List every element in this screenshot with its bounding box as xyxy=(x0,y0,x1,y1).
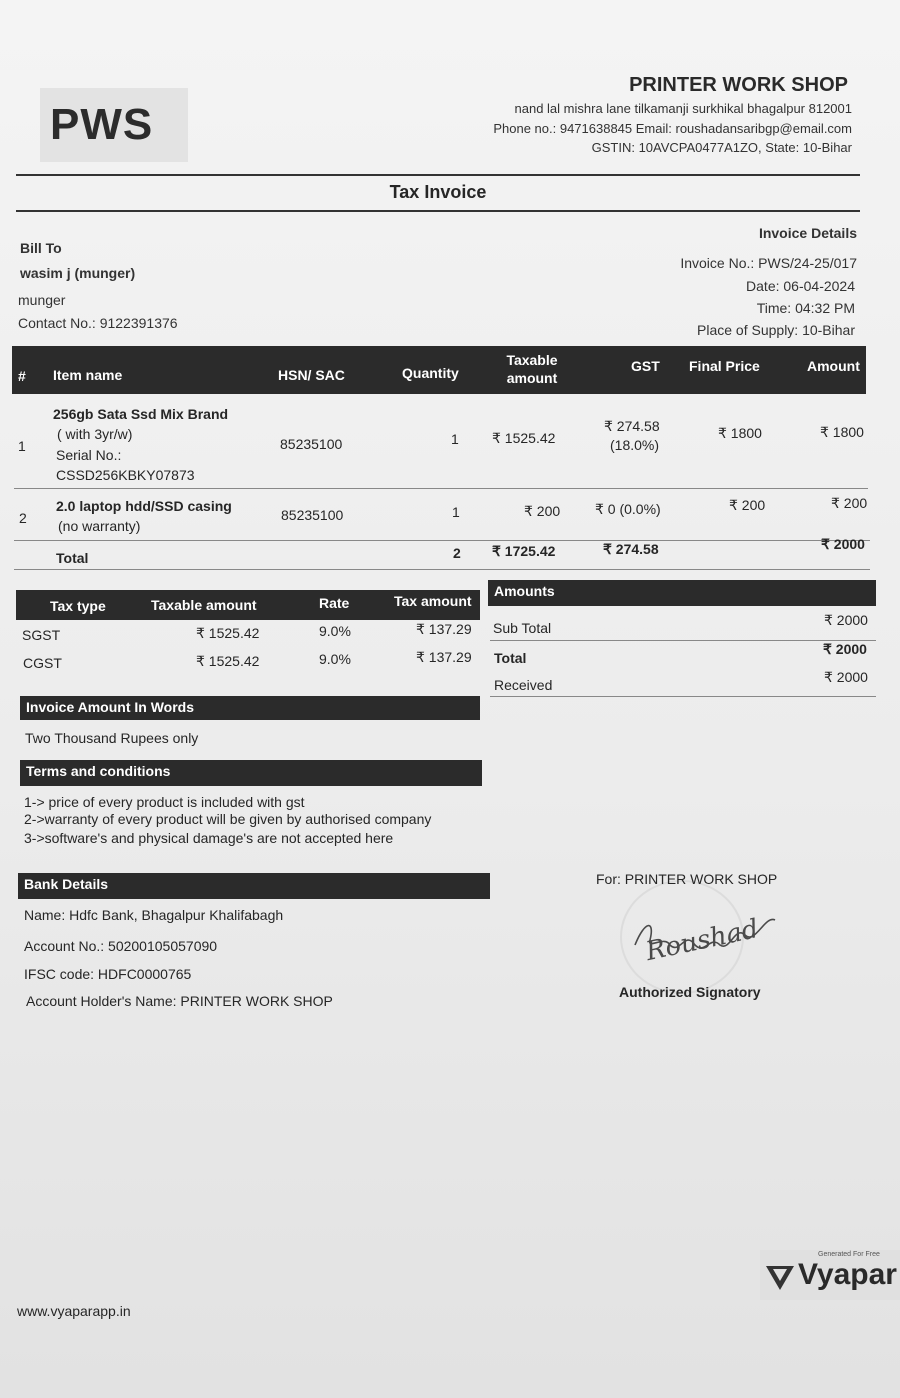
vyapar-brand: Vyapar xyxy=(798,1258,897,1291)
tax-amount: ₹ 137.29 xyxy=(416,621,472,637)
item-serial-label: Serial No.: xyxy=(56,447,122,463)
col-number: # xyxy=(18,368,26,384)
item-number: 2 xyxy=(19,510,27,526)
item-serial: CSSD256KBKY07873 xyxy=(56,467,195,483)
item-name: 256gb Sata Ssd Mix Brand xyxy=(53,406,229,422)
generated-text: Generated For Free xyxy=(818,1251,880,1258)
item-gst-rate: (18.0%) xyxy=(610,437,660,453)
total-value: ₹ 2000 xyxy=(823,641,867,657)
shop-contact: Phone no.: 9471638845 Email: roushadansaribgp@email.com xyxy=(493,121,852,136)
items-table-header xyxy=(12,346,866,394)
row-divider xyxy=(14,488,868,489)
amount-in-words: Two Thousand Rupees only xyxy=(25,730,199,746)
item-taxable: ₹ 1525.42 xyxy=(492,430,556,446)
item-qty: 1 xyxy=(451,431,459,447)
vyapar-icon xyxy=(766,1266,786,1286)
received-label: Received xyxy=(494,677,553,693)
invoice-time: Time: 04:32 PM xyxy=(756,300,855,316)
tax-taxable: ₹ 1525.42 xyxy=(196,625,260,641)
item-amount: ₹ 1800 xyxy=(820,424,864,440)
divider xyxy=(16,174,860,176)
signatory-for: For: PRINTER WORK SHOP xyxy=(596,871,778,887)
tax-taxable: ₹ 1525.42 xyxy=(196,653,260,669)
item-gst: ₹ 274.58 xyxy=(604,418,660,434)
shop-name: PRINTER WORK SHOP xyxy=(629,74,848,96)
item-desc: (no warranty) xyxy=(58,518,141,534)
invoice-details-label: Invoice Details xyxy=(758,225,857,241)
tax-rate: 9.0% xyxy=(319,651,351,667)
tax-table-header xyxy=(16,590,480,620)
item-taxable: ₹ 200 xyxy=(524,503,561,519)
terms-line: 1-> price of every product is included with gst xyxy=(24,794,305,810)
col-tax-rate: Rate xyxy=(319,595,350,611)
customer-city: munger xyxy=(18,292,66,308)
tax-rate: 9.0% xyxy=(319,623,351,639)
sub-total-value: ₹ 2000 xyxy=(824,612,868,628)
item-desc: ( with 3yr/w) xyxy=(57,426,133,442)
company-logo: PWS xyxy=(50,100,154,149)
items-total-qty: 2 xyxy=(453,545,461,561)
items-total-taxable: ₹ 1725.42 xyxy=(492,543,556,559)
col-gst: GST xyxy=(631,358,660,374)
bank-name: Name: Hdfc Bank, Bhagalpur Khalifabagh xyxy=(24,907,284,923)
col-tax-amount: Tax amount xyxy=(394,593,472,609)
words-header: Invoice Amount In Words xyxy=(20,696,480,720)
items-total-gst: ₹ 274.58 xyxy=(603,541,659,557)
customer-name: wasim j (munger) xyxy=(20,265,136,281)
col-amount: Amount xyxy=(807,358,860,374)
item-hsn: 85235100 xyxy=(280,436,343,452)
bill-to-label: Bill To xyxy=(20,240,62,256)
items-total-label: Total xyxy=(56,550,89,566)
col-item-name: Item name xyxy=(53,367,123,383)
item-number: 1 xyxy=(18,438,26,454)
bank-ifsc: IFSC code: HDFC0000765 xyxy=(24,966,192,982)
item-gst: ₹ 0 (0.0%) xyxy=(595,501,661,517)
place-of-supply: Place of Supply: 10-Bihar xyxy=(697,322,855,338)
shop-gstin: GSTIN: 10AVCPA0477A1ZO, State: 10-Bihar xyxy=(591,140,852,155)
col-hsn: HSN/ SAC xyxy=(278,367,345,383)
item-qty: 1 xyxy=(452,504,460,520)
bank-header: Bank Details xyxy=(18,873,490,899)
bank-holder: Account Holder's Name: PRINTER WORK SHOP xyxy=(26,993,333,1009)
item-name: 2.0 laptop hdd/SSD casing xyxy=(56,498,232,514)
amounts-header: Amounts xyxy=(488,580,876,606)
row-divider xyxy=(14,540,870,541)
item-hsn: 85235100 xyxy=(281,507,344,523)
tax-type: SGST xyxy=(22,627,61,643)
col-taxable: Taxable amount xyxy=(506,352,558,386)
customer-contact: Contact No.: 9122391376 xyxy=(18,315,178,331)
shop-address: nand lal mishra lane tilkamanji surkhikal bhagalpur 812001 xyxy=(514,101,852,116)
terms-line: 2->warranty of every product will be given by authorised company xyxy=(24,811,432,827)
row-divider xyxy=(490,640,876,641)
signature-text: Roushad xyxy=(643,914,762,968)
footer-site: www.vyaparapp.in xyxy=(17,1303,131,1319)
item-final-price: ₹ 1800 xyxy=(718,425,762,441)
invoice-number: Invoice No.: PWS/24-25/017 xyxy=(680,255,857,271)
divider xyxy=(16,210,860,212)
item-final-price: ₹ 200 xyxy=(729,497,766,513)
tax-amount: ₹ 137.29 xyxy=(416,649,472,665)
authorized-signatory: Authorized Signatory xyxy=(619,984,761,1000)
items-total-amount: ₹ 2000 xyxy=(821,536,865,552)
tax-type: CGST xyxy=(23,655,62,671)
row-divider xyxy=(490,696,876,697)
row-divider xyxy=(14,569,870,570)
col-tax-type: Tax type xyxy=(50,598,106,614)
total-label: Total xyxy=(494,650,527,666)
item-amount: ₹ 200 xyxy=(831,495,868,511)
col-tax-taxable: Taxable amount xyxy=(151,597,257,613)
terms-header: Terms and conditions xyxy=(20,760,482,786)
received-value: ₹ 2000 xyxy=(824,669,868,685)
invoice-date: Date: 06-04-2024 xyxy=(746,278,855,294)
col-quantity: Quantity xyxy=(402,365,459,381)
bank-account: Account No.: 50200105057090 xyxy=(24,938,218,954)
terms-line: 3->software's and physical damage's are not accepted here xyxy=(24,830,394,846)
sub-total-label: Sub Total xyxy=(493,620,552,636)
invoice-title: Tax Invoice xyxy=(389,182,487,202)
col-final-price: Final Price xyxy=(689,358,760,374)
signature xyxy=(625,900,785,970)
